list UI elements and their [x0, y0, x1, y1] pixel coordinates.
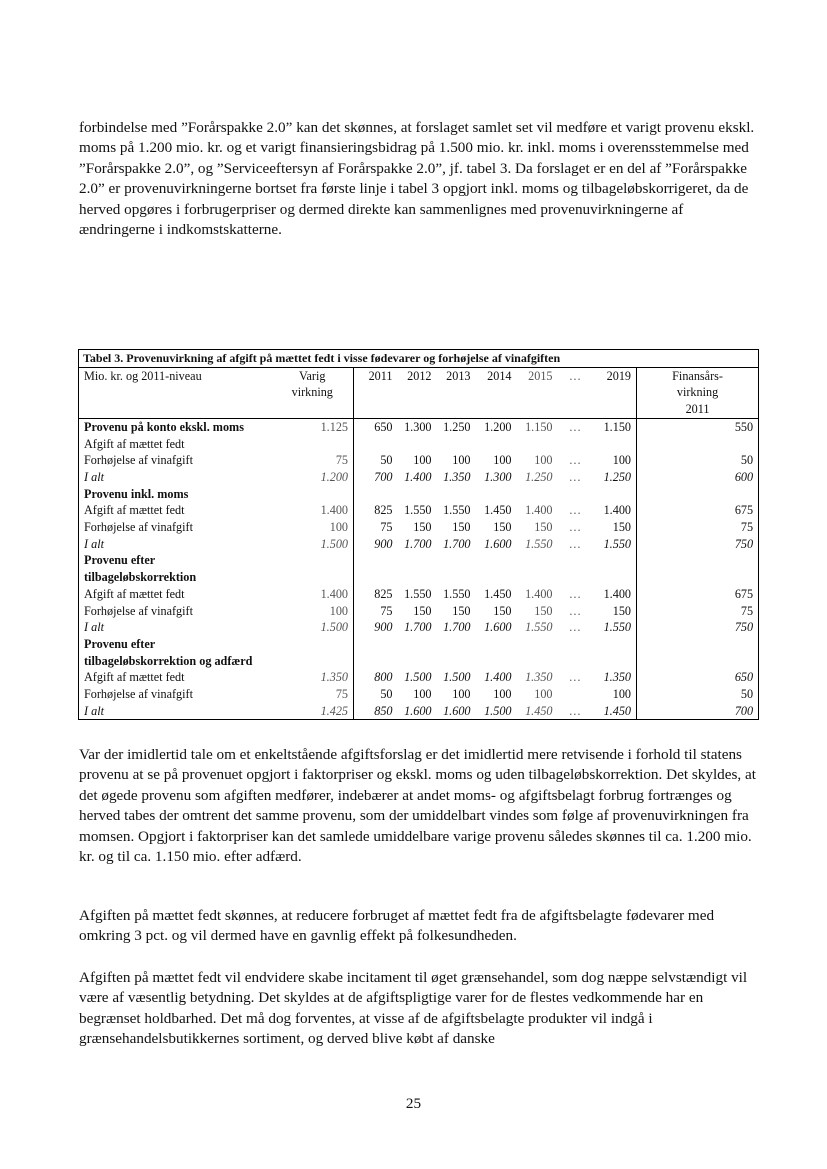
cell-value: 1.500	[443, 670, 471, 685]
cell-finansaar: 600	[637, 469, 759, 486]
header-finansaar: Finansårs- virkning 2011	[637, 367, 759, 418]
cell-finansaar	[637, 653, 759, 670]
cell-value: 100	[452, 687, 471, 702]
cell-value: 150	[493, 520, 512, 535]
paragraph-health-effect: Afgiften på mættet fedt skønnes, at reducere forbruget af mættet fedt fra de afgiftsbelagte fødevarer med omkring 3 pct. og vil dermed have en gavnlig effekt på folkesundheden.	[79, 907, 715, 945]
table-row	[79, 436, 759, 453]
cell-value: 100	[593, 452, 637, 469]
cell-value	[558, 636, 593, 653]
row-label: Forhøjelse af vinafgift	[79, 686, 272, 703]
cell-value	[354, 569, 398, 586]
cell-value: 1.550	[404, 586, 432, 601]
cell-value: …	[568, 453, 582, 468]
cell-value: 50	[380, 687, 393, 702]
table-row	[79, 486, 759, 503]
table-row	[79, 636, 759, 653]
cell-value	[517, 569, 558, 586]
cell-value: 150	[534, 603, 553, 618]
cell-value	[517, 636, 558, 653]
cell-finansaar: 75	[637, 603, 759, 620]
paragraph-border-trade: Afgiften på mættet fedt vil endvidere skabe incitament til øget grænsehandel, som dog næppe selvstændigt vil være af væsentlig betydning. Det skyldes at de afgiftspligtige varer for de flestes vedkommende har en begrænset holdbarhed. Det må dog forventes, at visse af de afgiftsbelagte produkter vil indgå i grænsehandelsbutikkernes sortiment, og derved blive købt af danske	[79, 969, 748, 1048]
cell-value: 650	[374, 419, 393, 434]
cell-value: 100	[493, 687, 512, 702]
row-label: Afgift af mættet fedt	[79, 436, 272, 453]
cell-finansaar: 675	[637, 502, 759, 519]
row-label: I alt	[79, 536, 272, 553]
cell-finansaar	[637, 552, 759, 569]
cell-value: 100	[413, 687, 432, 702]
cell-value: 1.350	[525, 670, 553, 685]
cell-value	[398, 552, 437, 569]
cell-value: 1.700	[443, 620, 471, 635]
cell-value: …	[568, 503, 582, 518]
cell-value: 100	[534, 687, 553, 702]
cell-value: 150	[593, 519, 637, 536]
cell-value: 1.700	[404, 620, 432, 635]
cell-value	[354, 486, 398, 503]
cell-value	[437, 653, 476, 670]
cell-value	[558, 486, 593, 503]
cell-varig	[272, 436, 354, 453]
cell-value: 1.600	[398, 703, 437, 720]
cell-value: 100	[413, 453, 432, 468]
row-label: Provenu efter	[79, 552, 272, 569]
row-label: Provenu efter	[79, 636, 272, 653]
provenu-table	[78, 349, 759, 720]
cell-value	[354, 653, 398, 670]
cell-value: 1.600	[484, 536, 512, 551]
cell-value	[593, 569, 637, 586]
cell-value: 900	[374, 620, 393, 635]
cell-varig: 100	[272, 603, 354, 620]
cell-value	[517, 436, 558, 453]
cell-value	[476, 636, 517, 653]
table-row	[79, 502, 759, 519]
cell-varig	[272, 569, 354, 586]
cell-value: 1.450	[517, 703, 558, 720]
cell-value: 700	[374, 469, 393, 484]
header-year-2015: 2015	[517, 367, 558, 418]
header-year-2014: 2014	[476, 367, 517, 418]
cell-value: 150	[493, 603, 512, 618]
cell-value: 1.700	[404, 536, 432, 551]
cell-finansaar	[637, 636, 759, 653]
cell-value	[437, 486, 476, 503]
cell-value	[593, 436, 637, 453]
cell-value	[593, 486, 637, 503]
cell-value: 1.400	[525, 503, 553, 518]
cell-value: …	[569, 536, 581, 551]
cell-value: 1.550	[525, 620, 553, 635]
cell-finansaar: 50	[637, 686, 759, 703]
cell-value: 1.500	[476, 703, 517, 720]
cell-value	[437, 636, 476, 653]
cell-value: …	[569, 670, 581, 685]
cell-value: …	[568, 419, 582, 434]
table-row	[79, 519, 759, 536]
cell-value	[558, 653, 593, 670]
cell-value: 1.150	[525, 419, 553, 434]
cell-varig: 1.425	[272, 703, 354, 720]
cell-finansaar: 750	[637, 619, 759, 636]
table-body	[79, 418, 759, 720]
cell-value: 50	[380, 453, 393, 468]
table-row	[79, 418, 759, 435]
cell-value: 1.250	[443, 419, 471, 434]
cell-value: 850	[354, 703, 398, 720]
cell-value	[354, 636, 398, 653]
cell-value: 1.450	[484, 586, 512, 601]
table-row	[79, 619, 759, 636]
cell-value	[437, 436, 476, 453]
row-label: tilbageløbskorrektion og adfærd	[79, 653, 272, 670]
cell-value	[476, 436, 517, 453]
row-label: Afgift af mættet fedt	[79, 586, 272, 603]
cell-value: 100	[534, 453, 553, 468]
header-ellipsis: …	[558, 367, 593, 418]
cell-value: 75	[380, 520, 393, 535]
cell-finansaar: 675	[637, 586, 759, 603]
cell-varig	[272, 486, 354, 503]
row-label: Afgift af mættet fedt	[79, 669, 272, 686]
cell-value: 100	[593, 686, 637, 703]
cell-finansaar: 750	[637, 536, 759, 553]
cell-value: 1.400	[484, 670, 512, 685]
table-row	[79, 586, 759, 603]
cell-value: …	[568, 586, 582, 601]
paragraph-factor-prices: Var der imidlertid tale om et enkeltstående afgiftsforslag er det imidlertid mere retvisende i forhold til statens provenu at se på provenuet opgjort i faktorpriser og ekskl. moms og uden tilbageløbskorrektion. Det skyldes, at det øgede provenu som afgiften medfører, indebærer at andet moms- og afgiftsbelagt forbrug fortrænges og herved tabes der omtrent det samme provenu, som der umiddelbart vindes som følge af provenuvirkningen fra momsen. Opgjort i faktorpriser kan det samlede umiddelbare varige provenu således skønnes til ca. 1.200 mio. kr. og til ca. 1.150 mio. efter adfærd.	[79, 746, 756, 866]
header-year-2012: 2012	[398, 367, 437, 418]
cell-value: 1.400	[593, 502, 637, 519]
cell-value: 1.400	[404, 469, 432, 484]
cell-value: 1.600	[484, 620, 512, 635]
cell-value: …	[568, 603, 582, 618]
row-label: Provenu på konto ekskl. moms	[79, 418, 272, 435]
row-label: I alt	[79, 619, 272, 636]
cell-value	[354, 436, 398, 453]
cell-finansaar	[637, 486, 759, 503]
cell-value: 1.550	[443, 586, 471, 601]
table-title: Tabel 3. Provenuvirkning af afgift på mættet fedt i visse fødevarer og forhøjelse af vinafgiften	[79, 350, 759, 368]
row-label: I alt	[79, 469, 272, 486]
cell-value	[398, 436, 437, 453]
row-label: Afgift af mættet fedt	[79, 502, 272, 519]
cell-varig: 1.350	[272, 669, 354, 686]
cell-value	[558, 436, 593, 453]
cell-value: 100	[452, 453, 471, 468]
cell-value: 1.200	[484, 419, 512, 434]
cell-value: 825	[374, 586, 393, 601]
cell-varig: 100	[272, 519, 354, 536]
cell-value	[354, 552, 398, 569]
cell-value	[437, 552, 476, 569]
cell-value	[593, 653, 637, 670]
row-label: Forhøjelse af vinafgift	[79, 519, 272, 536]
cell-value: …	[569, 620, 581, 635]
cell-value: 150	[593, 603, 637, 620]
table-row	[79, 469, 759, 486]
cell-value	[558, 686, 593, 703]
cell-varig: 1.500	[272, 619, 354, 636]
table-row	[79, 703, 759, 720]
cell-varig: 1.500	[272, 536, 354, 553]
cell-value: 1.500	[404, 670, 432, 685]
cell-value	[476, 569, 517, 586]
cell-finansaar	[637, 569, 759, 586]
cell-finansaar: 50	[637, 452, 759, 469]
cell-value: 150	[413, 520, 432, 535]
header-year-2013: 2013	[437, 367, 476, 418]
cell-finansaar	[637, 436, 759, 453]
table-row	[79, 552, 759, 569]
cell-value: 900	[374, 536, 393, 551]
cell-value	[398, 636, 437, 653]
cell-value: 1.550	[593, 619, 637, 636]
cell-finansaar: 700	[637, 703, 759, 720]
cell-varig: 1.200	[272, 469, 354, 486]
page-number: 25	[405, 1095, 422, 1112]
cell-value	[437, 569, 476, 586]
cell-value	[476, 486, 517, 503]
cell-value: …	[569, 469, 581, 484]
header-year-2019: 2019	[593, 367, 637, 418]
row-label: Forhøjelse af vinafgift	[79, 452, 272, 469]
cell-value: 1.400	[593, 586, 637, 603]
row-label: Forhøjelse af vinafgift	[79, 603, 272, 620]
table-row	[79, 653, 759, 670]
cell-value: 150	[452, 520, 471, 535]
table-title-row	[79, 350, 759, 368]
cell-value	[398, 569, 437, 586]
cell-finansaar: 650	[637, 669, 759, 686]
cell-value	[517, 653, 558, 670]
table-row	[79, 569, 759, 586]
row-label: tilbageløbskorrektion	[79, 569, 272, 586]
cell-value: 1.300	[404, 419, 432, 434]
cell-value	[558, 569, 593, 586]
cell-value: 1.350	[593, 669, 637, 686]
table-row	[79, 603, 759, 620]
paragraph-intro: forbindelse med ”Forårspakke 2.0” kan det skønnes, at forslaget samlet set vil medføre et varigt provenu ekskl. moms på 1.200 mio. kr. og et varigt finansieringsbidrag på 1.500 mio. kr. inkl. moms i overensstemmelse med ”Forårspakke 2.0”, og ”Serviceeftersyn af Forårspakke 2.0”, jf. tabel 3. Da forslaget er en del af ”Forårspakke 2.0” er provenuvirkningerne bortset fra første linje i tabel 3 opgjort inkl. moms og tilbageløbskorrigeret, da de herved opgøres i forbrugerpriser og dermed direkte kan sammenlignes med provenuvirkningerne af ændringerne i indkomstskatterne.	[79, 119, 755, 239]
cell-varig	[272, 552, 354, 569]
cell-value: 1.550	[404, 503, 432, 518]
cell-value: 1.250	[525, 469, 553, 484]
cell-value	[398, 486, 437, 503]
table-row	[79, 669, 759, 686]
cell-value: 1.250	[593, 469, 637, 486]
cell-finansaar: 75	[637, 519, 759, 536]
cell-varig: 75	[272, 452, 354, 469]
cell-value	[476, 653, 517, 670]
header-label: Mio. kr. og 2011-niveau	[79, 367, 272, 418]
cell-value: 100	[493, 453, 512, 468]
cell-value: 1.400	[525, 586, 553, 601]
cell-varig: 1.400	[272, 586, 354, 603]
table-row	[79, 686, 759, 703]
cell-value: 1.450	[593, 703, 637, 720]
cell-value: 150	[413, 603, 432, 618]
cell-value: 150	[452, 603, 471, 618]
table-header-row	[79, 367, 759, 418]
row-label: I alt	[79, 703, 272, 720]
cell-value: 1.550	[593, 536, 637, 553]
cell-varig: 1.125	[272, 418, 354, 435]
cell-value	[593, 636, 637, 653]
table-row	[79, 536, 759, 553]
cell-value: …	[568, 520, 582, 535]
cell-value: 1.350	[443, 469, 471, 484]
cell-value: …	[558, 703, 593, 720]
cell-value: 150	[534, 520, 553, 535]
cell-varig: 1.400	[272, 502, 354, 519]
cell-finansaar: 550	[637, 418, 759, 435]
table-row	[79, 452, 759, 469]
cell-value: 1.150	[593, 418, 637, 435]
cell-value	[517, 552, 558, 569]
cell-value: 1.550	[525, 536, 553, 551]
cell-value	[593, 552, 637, 569]
row-label: Provenu inkl. moms	[79, 486, 272, 503]
cell-value: 800	[374, 670, 393, 685]
cell-varig	[272, 636, 354, 653]
cell-value	[517, 486, 558, 503]
cell-value: 1.300	[484, 469, 512, 484]
cell-varig	[272, 653, 354, 670]
cell-value: 75	[380, 603, 393, 618]
cell-value: 1.700	[443, 536, 471, 551]
header-varig: Varig virkning	[272, 367, 354, 418]
cell-value	[476, 552, 517, 569]
cell-value	[398, 653, 437, 670]
cell-varig: 75	[272, 686, 354, 703]
header-year-2011: 2011	[354, 367, 398, 418]
cell-value	[558, 552, 593, 569]
cell-value: 1.450	[484, 503, 512, 518]
cell-value: 825	[374, 503, 393, 518]
cell-value: 1.600	[437, 703, 476, 720]
cell-value: 1.550	[443, 503, 471, 518]
